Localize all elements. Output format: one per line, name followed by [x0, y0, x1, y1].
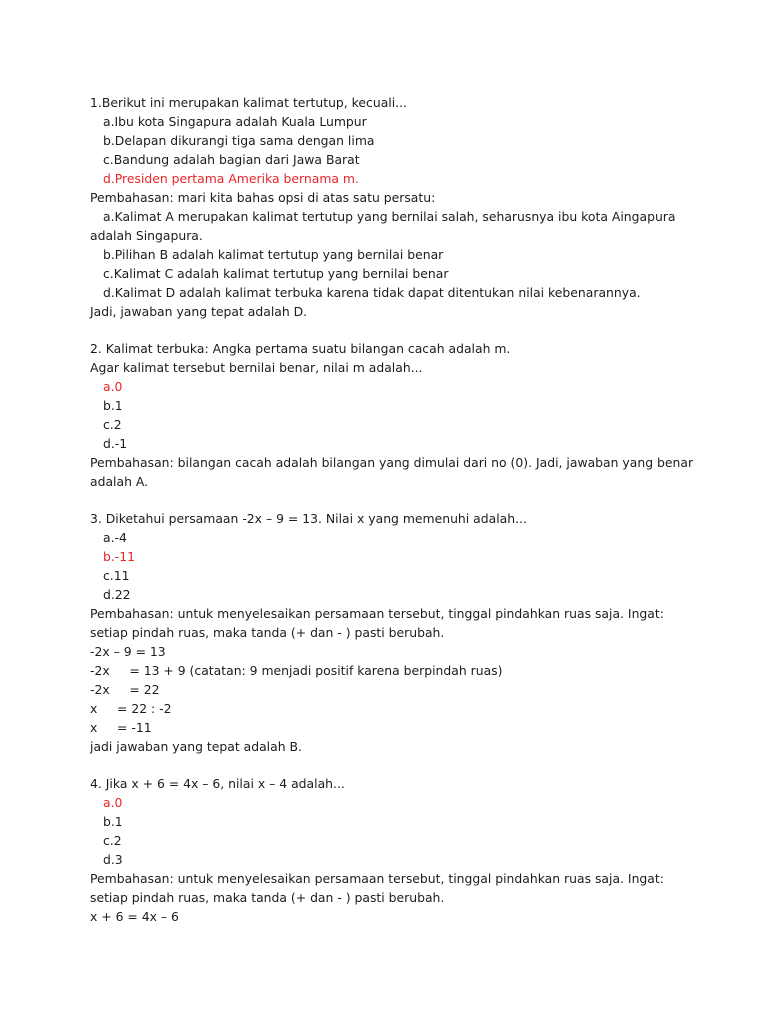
q3-question: 3. Diketahui persamaan -2x – 9 = 13. Nilai x yang memenuhi adalah...: [90, 511, 527, 526]
spacer: [90, 321, 690, 339]
q1-question: 1.Berikut ini merupakan kalimat tertutup, kecuali...: [90, 95, 407, 110]
q3-option-b-correct: b.-11: [103, 549, 136, 564]
q4-question: 4. Jika x + 6 = 4x – 6, nilai x – 4 adalah...: [90, 776, 345, 791]
q4-option-d: d.3: [103, 852, 123, 867]
q1-option-b: b.Delapan dikurangi tiga sama dengan lima: [103, 133, 375, 148]
q1-option-d-correct: d.Presiden pertama Amerika bernama m.: [103, 171, 359, 186]
q1-discussion-c: c.Kalimat C adalah kalimat tertutup yang bernilai benar: [103, 266, 449, 281]
q1-option-c: c.Bandung adalah bagian dari Jawa Barat: [103, 152, 360, 167]
q2-discussion: Pembahasan: bilangan cacah adalah bilangan yang dimulai dari no (0). Jadi, jawaban yang benar: [90, 455, 694, 470]
q3-step-1: -2x – 9 = 13: [90, 644, 166, 659]
q1-conclusion: Jadi, jawaban yang tepat adalah D.: [90, 304, 308, 319]
q4-step-1: x + 6 = 4x – 6: [90, 909, 179, 924]
q2-option-d: d.-1: [103, 436, 128, 451]
document-body: [90, 93, 694, 926]
q3-discussion-cont: setiap pindah ruas, maka tanda (+ dan - ) pasti berubah.: [90, 625, 445, 640]
q3-option-a: a.-4: [103, 530, 127, 545]
q1-discussion-a-cont: adalah Singapura.: [90, 228, 203, 243]
q2-option-a-correct: a.0: [103, 379, 123, 394]
q3-option-c: c.11: [103, 568, 130, 583]
q1-discussion-a: a.Kalimat A merupakan kalimat tertutup yang bernilai salah, seharusnya ibu kota Aingapura: [103, 209, 676, 224]
q2-question-cont: Agar kalimat tersebut bernilai benar, nilai m adalah...: [90, 360, 423, 375]
q3-step-5: x = -11: [90, 720, 152, 735]
q4-discussion-cont: setiap pindah ruas, maka tanda (+ dan - ) pasti berubah.: [90, 890, 445, 905]
q3-conclusion: jadi jawaban yang tepat adalah B.: [90, 739, 302, 754]
q4-option-b: b.1: [103, 814, 123, 829]
q3-discussion: Pembahasan: untuk menyelesaikan persamaan tersebut, tinggal pindahkan ruas saja. Ingat:: [90, 606, 664, 621]
q4-option-a-correct: a.0: [103, 795, 123, 810]
q3-option-d: d.22: [103, 587, 131, 602]
q2-option-b: b.1: [103, 398, 123, 413]
q4-option-c: c.2: [103, 833, 122, 848]
spacer: [90, 756, 690, 774]
q1-discussion-b: b.Pilihan B adalah kalimat tertutup yang bernilai benar: [103, 247, 444, 262]
q1-option-a: a.Ibu kota Singapura adalah Kuala Lumpur: [103, 114, 367, 129]
q1-discussion-d: d.Kalimat D adalah kalimat terbuka karena tidak dapat ditentukan nilai kebenarannya.: [103, 285, 641, 300]
q4-discussion: Pembahasan: untuk menyelesaikan persamaan tersebut, tinggal pindahkan ruas saja. Ingat:: [90, 871, 664, 886]
spacer: [90, 491, 690, 509]
q2-discussion-cont: adalah A.: [90, 474, 149, 489]
q1-discussion-intro: Pembahasan: mari kita bahas opsi di atas satu persatu:: [90, 190, 436, 205]
q3-step-4: x = 22 : -2: [90, 701, 172, 716]
q3-step-2: -2x = 13 + 9 (catatan: 9 menjadi positif karena berpindah ruas): [90, 663, 503, 678]
q3-step-3: -2x = 22: [90, 682, 160, 697]
q2-option-c: c.2: [103, 417, 122, 432]
q2-question: 2. Kalimat terbuka: Angka pertama suatu bilangan cacah adalah m.: [90, 341, 511, 356]
